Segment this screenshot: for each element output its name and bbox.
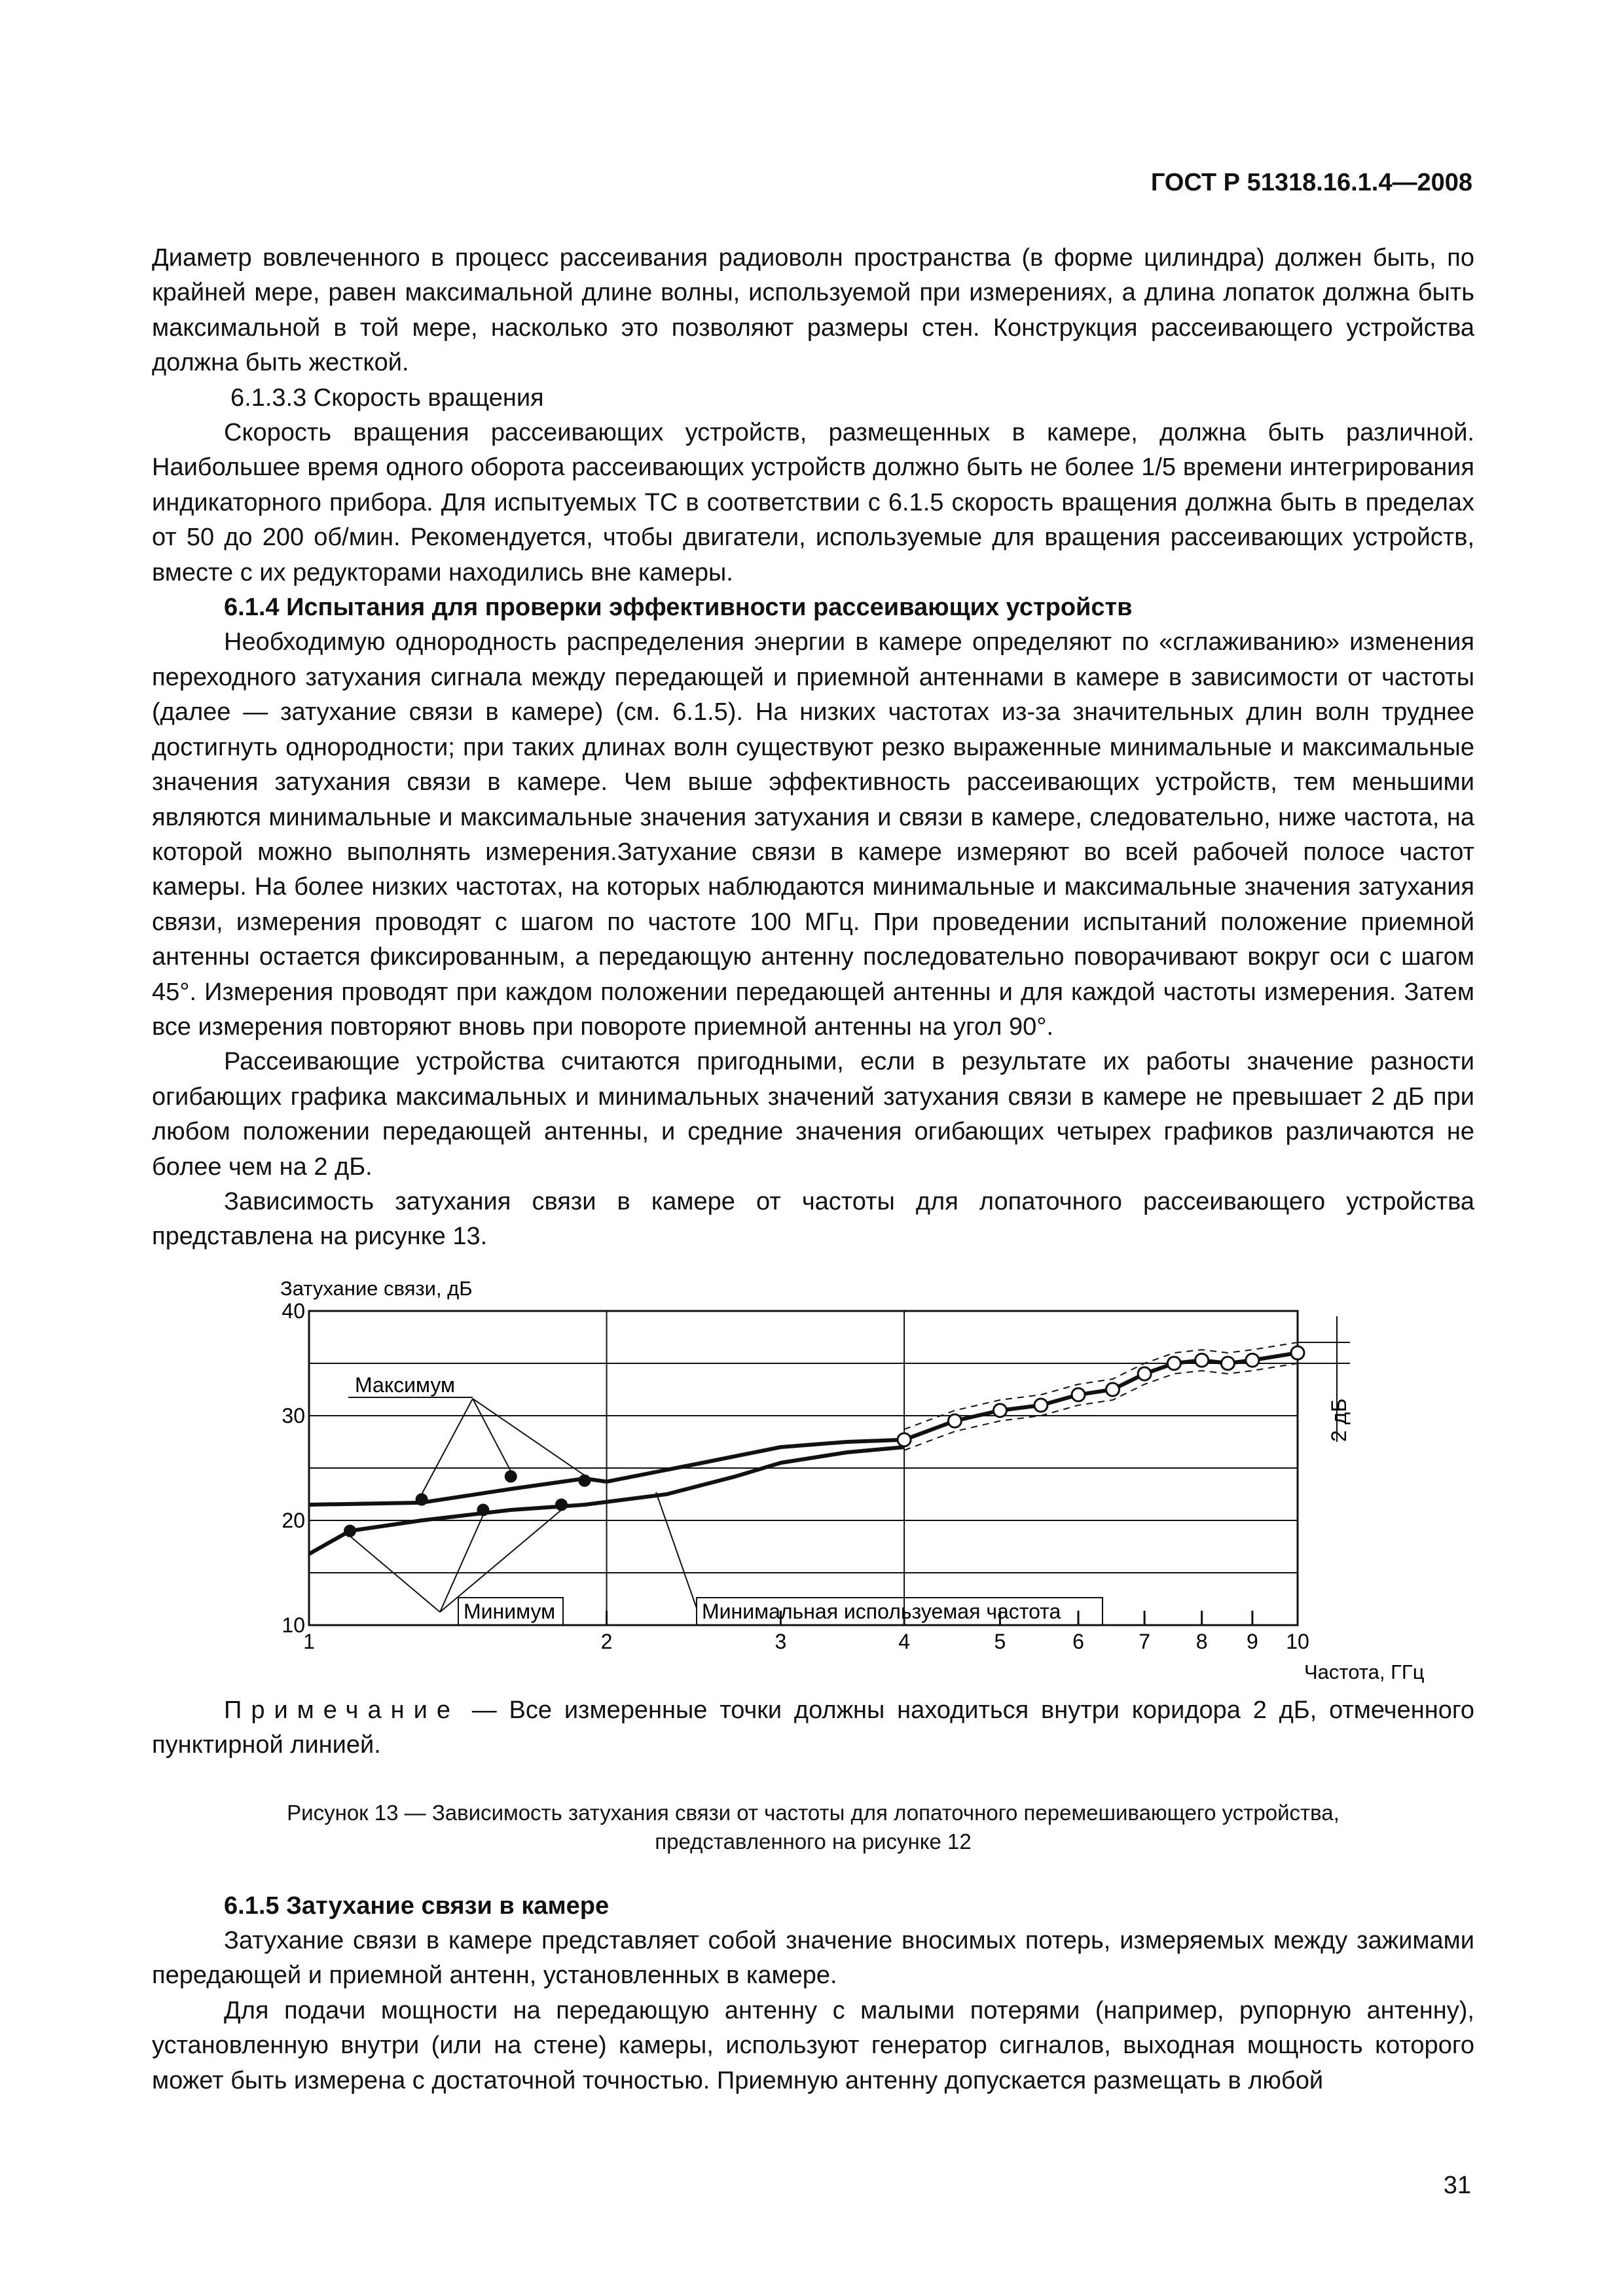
y-tick-label: 10: [282, 1613, 305, 1637]
paragraph-diameter: Диаметр вовлеченного в процесс рассеивания радиоволн пространства (в форме цилиндра) должен быть, по крайней мере, равен максимальной длине волны, используемой при измерениях, а длина лопаток должна быть максимальной в той мере, насколько это позволяют размеры стен. Конструкция рассеивающего устройства должна быть жесткой.: [152, 244, 1474, 377]
x-axis-label: Частота, ГГц: [1304, 1660, 1425, 1683]
arrow-maximum: [422, 1399, 473, 1494]
note-prefix: Примечание: [224, 1696, 460, 1724]
chart-grid: [309, 1311, 1298, 1625]
label-minimum: Минимум: [464, 1599, 556, 1623]
y-tick-label: 30: [282, 1403, 305, 1427]
corridor-line: [904, 1363, 1298, 1450]
label-2db: 2 дБ: [1327, 1398, 1351, 1442]
paragraph-614-2: Рассеивающие устройства считаются пригодными, если в результате их работы значение разности огибающих графика максимальных и минимальных значений затухания связи в камере не превышает 2 дБ при любом положении передающей антенны, и средние значения огибающих четырех графиков различаются не более чем на 2 дБ.: [152, 1048, 1474, 1181]
section-heading-615: 6.1.5 Затухание связи в камере: [224, 1892, 610, 1920]
data-point: [345, 1526, 356, 1536]
caption-line-2: представленного на рисунке 12: [655, 1829, 972, 1854]
x-tick-label: 10: [1286, 1629, 1309, 1653]
chart-points: [345, 1346, 1304, 1536]
data-point: [416, 1494, 427, 1505]
label-maximum: Максимум: [355, 1372, 456, 1397]
y-tick-label: 20: [282, 1508, 305, 1532]
figure-13-chart: [152, 1274, 1474, 1693]
data-point: [1072, 1388, 1085, 1401]
arrow-maximum: [473, 1399, 511, 1471]
arrow-minimum: [440, 1510, 561, 1612]
x-tick-label: 7: [1139, 1629, 1150, 1653]
series-line-3: [904, 1353, 1298, 1440]
page-content: [152, 241, 1474, 2098]
data-point: [1167, 1357, 1180, 1370]
arrow-min-frequency: [656, 1492, 697, 1608]
page-number: 31: [1443, 2172, 1471, 2199]
data-point: [556, 1499, 566, 1510]
arrow-maximum: [473, 1399, 585, 1475]
document-code: ГОСТ Р 51318.16.1.4—2008: [1150, 169, 1472, 196]
section-heading-614: 6.1.4 Испытания для проверки эффективности рассеивающих устройств: [224, 594, 1133, 622]
data-point: [1195, 1354, 1209, 1367]
data-point: [1138, 1367, 1151, 1380]
data-point: [505, 1471, 516, 1482]
data-point: [948, 1414, 961, 1427]
x-tick-label: 5: [994, 1629, 1006, 1653]
x-tick-label: 9: [1247, 1629, 1258, 1653]
data-point: [579, 1475, 590, 1486]
arrow-minimum: [350, 1536, 440, 1612]
note-text: — Все измеренные точки должны находиться внутри коридора 2 дБ, отмеченного пунктирной линией.: [152, 1696, 1474, 1759]
chart-lines: [309, 1353, 1298, 1554]
chart-svg: [152, 1274, 1474, 1693]
x-tick-label: 6: [1072, 1629, 1084, 1653]
data-point: [1246, 1354, 1259, 1367]
y-axis-label: Затухание связи, дБ: [280, 1276, 473, 1300]
x-tick-label: 2: [600, 1629, 613, 1653]
data-point: [1221, 1357, 1234, 1370]
x-tick-label: 1: [303, 1629, 315, 1653]
caption-line-1: Рисунок 13 — Зависимость затухания связи от частоты для лопаточного перемешивающего устройства,: [287, 1800, 1340, 1825]
paragraph-614-1: Необходимую однородность распределения энергии в камере определяют по «сглаживанию» изменения переходного затухания сигнала между передающей и приемной антеннами в камере в зависимости от частоты (далее — затухание связи в камере) (см. 6.1.5). На низких частотах из-за значительных длин волн труднее достигнуть однородности; при таких длинах волн существуют резко выраженные минимальные и максимальные значения затухания связи в камере. Чем выше эффективность рассеивающих устройств, тем меньшими являются минимальные и максимальные значения затухания и связи в камере, следовательно, ниже частота, на которой можно выполнять измерения.Затухание связи в камере измеряют во всей рабочей полосе частот камеры. На более низких частотах, на которых наблюдаются минимальные и максимальные значения затухания связи, измерения проводят с шагом по частоте 100 МГц. При проведении испытаний положение приемной антенны остается фиксированным, а передающую антенну последовательно поворачивают вокруг оси с шагом 45°. Измерения проводят при каждом положении передающей антенны и для каждой частоты измерения. Затем все измерения повторяют вновь при повороте приемной антенны на угол 90°.: [152, 628, 1474, 1041]
figure-note: [152, 1693, 1474, 1763]
data-point: [1034, 1399, 1048, 1412]
x-tick-label: 4: [898, 1629, 911, 1653]
data-point: [1106, 1383, 1119, 1396]
paragraph-rotation-speed: Скорость вращения рассеивающих устройств, размещенных в камере, должна быть различной. Наибольшее время одного оборота рассеивающих устройств должно быть не более 1/5 времени интегрирования индикаторного прибора. Для испытуемых ТС в соответствии с 6.1.5 скорость вращения должна быть в пределах от 50 до 200 об/мин. Рекомендуется, чтобы двигатели, используемые для вращения рассеивающих устройств, вместе с их редукторами находились вне камеры.: [152, 419, 1474, 586]
data-point: [478, 1505, 488, 1515]
corridor-dashed: [904, 1342, 1298, 1450]
figure-caption: [191, 1799, 1435, 1856]
data-point: [1291, 1346, 1304, 1359]
paragraph-614-3: Зависимость затухания связи в камере от частоты для лопаточного рассеивающего устройства представлена на рисунке 13.: [152, 1187, 1474, 1251]
y-tick-label: 40: [282, 1299, 305, 1323]
data-point: [898, 1433, 911, 1446]
x-tick-label: 8: [1195, 1629, 1208, 1653]
label-min-frequency: Минимальная используемая частота: [702, 1599, 1061, 1623]
x-tick-label: 3: [775, 1629, 787, 1653]
data-point: [993, 1404, 1006, 1417]
subsection-heading-6133: 6.1.3.3 Скорость вращения: [230, 384, 544, 412]
paragraph-615-1: Затухание связи в камере представляет собой значение вносимых потерь, измеряемых между зажимами передающей и приемной антенн, установленных в камере.: [152, 1927, 1474, 1990]
paragraph-615-2: Для подачи мощности на передающую антенну с малыми потерями (например, рупорную антенну), установленную внутри (или на стене) камеры, используют генератор сигналов, выходная мощность которого может быть измерена с достаточной точностью. Приемную антенну допускается размещать в любой: [152, 1996, 1474, 2094]
